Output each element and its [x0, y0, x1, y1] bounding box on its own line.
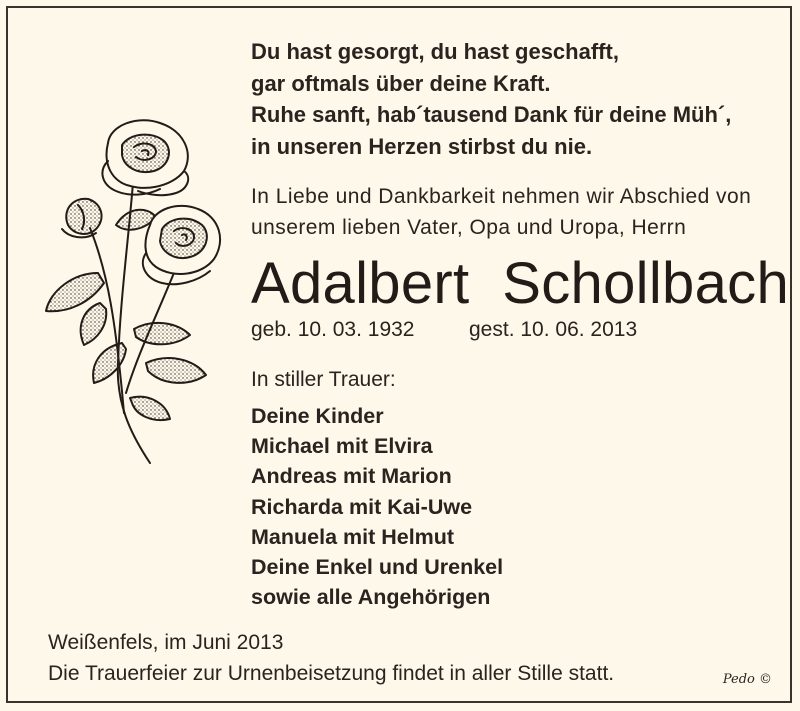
birth-date: geb. 10. 03. 1932 — [251, 318, 415, 341]
mourner-entry: Deine Enkel und Urenkel — [251, 555, 504, 580]
mourner-entry: sowie alle Angehörigen — [251, 585, 491, 610]
place-and-date: Weißenfels, im Juni 2013 — [48, 631, 284, 654]
farewell-intro — [251, 182, 791, 243]
poem-line: Ruhe sanft, hab´tausend Dank für deine Müh´, — [251, 102, 732, 127]
ceremony-note: Die Trauerfeier zur Urnenbeisetzung findet in aller Stille statt. — [48, 661, 615, 685]
roses-illustration — [38, 113, 238, 473]
obituary-frame — [6, 6, 792, 703]
intro-line: unserem lieben Vater, Opa und Uropa, Herrn — [251, 215, 687, 239]
deceased-name: Adalbert Schollbach — [251, 251, 789, 316]
mourners-section — [251, 365, 771, 612]
memorial-poem — [251, 36, 791, 162]
closing-notice — [48, 628, 728, 689]
mourners-list — [251, 401, 771, 612]
mourner-entry: Deine Kinder — [251, 404, 384, 428]
poem-line: in unseren Herzen stirbst du nie. — [251, 133, 593, 159]
mourner-entry: Richarda mit Kai-Uwe — [251, 494, 473, 519]
death-date: gest. 10. 06. 2013 — [469, 318, 638, 341]
poem-line: Du hast gesorgt, du hast geschafft, — [251, 39, 619, 64]
designer-signature: Pedo © — [722, 672, 772, 687]
poem-and-intro — [251, 36, 791, 243]
intro-line: In Liebe und Dankbarkeit nehmen wir Abschied von — [251, 185, 752, 208]
mourner-entry: Andreas mit Marion — [251, 464, 452, 489]
life-dates — [251, 316, 638, 344]
mourner-entry: Michael mit Elvira — [251, 434, 433, 459]
poem-line: gar oftmals über deine Kraft. — [251, 70, 551, 96]
mourner-entry: Manuela mit Helmut — [251, 524, 455, 549]
mourning-label: In stiller Trauer: — [251, 368, 396, 391]
